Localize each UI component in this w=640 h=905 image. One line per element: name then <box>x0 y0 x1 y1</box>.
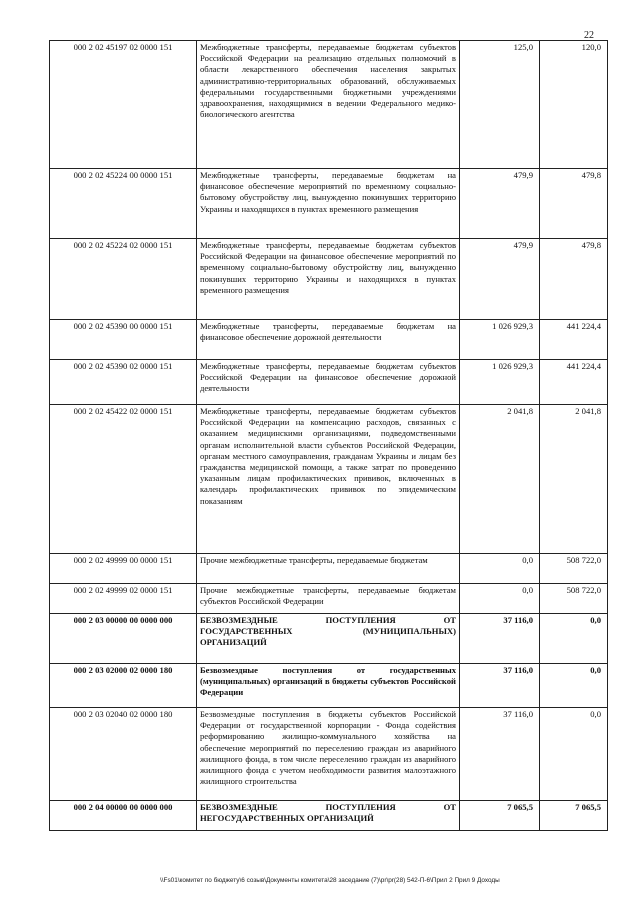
row-name: Прочие межбюджетные трансферты, передаваемые бюджетам <box>197 554 460 584</box>
row-value-1: 7 065,5 <box>460 801 540 831</box>
table-row <box>50 239 608 320</box>
table-row <box>50 405 608 554</box>
row-code: 000 2 02 45390 02 0000 151 <box>50 360 197 405</box>
row-name: Межбюджетные трансферты, передаваемые бюджетам на финансовое обеспечение мероприятий по временному социально-бытовому обустройству лиц, вынужденно покинувших территорию Украины и находящихся в пунктах временного размещения <box>197 169 460 239</box>
row-value-1: 479,9 <box>460 169 540 239</box>
table-row <box>50 360 608 405</box>
file-path-footer: \\Fs01\комитет по бюджету\6 созыв\Документы комитета\28 заседание (7)\pr\pr(28) 542-П-6\Прил 2 Прил 9 Доходы <box>160 877 500 884</box>
row-value-1: 0,0 <box>460 554 540 584</box>
table-row <box>50 320 608 360</box>
row-code: 000 2 02 45422 02 0000 151 <box>50 405 197 554</box>
table-row <box>50 169 608 239</box>
row-name: Межбюджетные трансферты, передаваемые бюджетам субъектов Российской Федерации на компенсацию расходов, связанных с оказанием медицинскими организациями, подведомственными органам исполнительной власти субъектов Российской Федерации, органам местного самоуправления, гражданам Украины и лицам без гражданства медицинской помощи, а также затрат по проведению указанным лицам профилактических прививок, включенных в календарь профилактических прививок по эпидемическим показаниям <box>197 405 460 554</box>
row-value-2: 7 065,5 <box>540 801 608 831</box>
row-name: БЕЗВОЗМЕЗДНЫЕ ПОСТУПЛЕНИЯ ОТ НЕГОСУДАРСТВЕННЫХ ОРГАНИЗАЦИЙ <box>197 801 460 831</box>
row-code: 000 2 02 49999 00 0000 151 <box>50 554 197 584</box>
row-value-2: 479,8 <box>540 169 608 239</box>
row-value-1: 1 026 929,3 <box>460 320 540 360</box>
row-code: 000 2 03 02040 02 0000 180 <box>50 708 197 801</box>
row-code: 000 2 02 45224 00 0000 151 <box>50 169 197 239</box>
row-value-2: 479,8 <box>540 239 608 320</box>
row-value-2: 0,0 <box>540 664 608 708</box>
table-row <box>50 554 608 584</box>
row-code: 000 2 02 45390 00 0000 151 <box>50 320 197 360</box>
row-name: БЕЗВОЗМЕЗДНЫЕ ПОСТУПЛЕНИЯ ОТ ГОСУДАРСТВЕННЫХ (МУНИЦИПАЛЬНЫХ) ОРГАНИЗАЦИЙ <box>197 614 460 664</box>
row-value-1: 1 026 929,3 <box>460 360 540 405</box>
row-value-2: 508 722,0 <box>540 554 608 584</box>
row-value-1: 0,0 <box>460 584 540 614</box>
row-value-2: 441 224,4 <box>540 320 608 360</box>
row-value-2: 508 722,0 <box>540 584 608 614</box>
table-row <box>50 614 608 664</box>
row-name: Межбюджетные трансферты, передаваемые бюджетам субъектов Российской Федерации на реализацию отдельных полномочий в области лекарственного обеспечения населения закрытых административно-территориальных образований, обслуживаемых федеральными государственными бюджетными учреждениями здравоохранения, находящимися в ведении Федерального медико-биологического агентства <box>197 41 460 169</box>
table-row <box>50 708 608 801</box>
table-row <box>50 664 608 708</box>
row-name: Прочие межбюджетные трансферты, передаваемые бюджетам субъектов Российской Федерации <box>197 584 460 614</box>
row-value-1: 125,0 <box>460 41 540 169</box>
table-row <box>50 584 608 614</box>
row-value-2: 441 224,4 <box>540 360 608 405</box>
row-code: 000 2 02 45197 02 0000 151 <box>50 41 197 169</box>
row-value-1: 37 116,0 <box>460 614 540 664</box>
row-code: 000 2 04 00000 00 0000 000 <box>50 801 197 831</box>
row-value-2: 0,0 <box>540 708 608 801</box>
row-code: 000 2 03 00000 00 0000 000 <box>50 614 197 664</box>
revenue-table <box>49 40 608 831</box>
page-number: 22 <box>584 30 594 41</box>
row-value-2: 120,0 <box>540 41 608 169</box>
row-value-1: 37 116,0 <box>460 664 540 708</box>
row-value-1: 37 116,0 <box>460 708 540 801</box>
row-value-1: 2 041,8 <box>460 405 540 554</box>
row-value-2: 2 041,8 <box>540 405 608 554</box>
row-name: Межбюджетные трансферты, передаваемые бюджетам субъектов Российской Федерации на финансовое обеспечение дорожной деятельности <box>197 360 460 405</box>
row-code: 000 2 03 02000 02 0000 180 <box>50 664 197 708</box>
row-value-2: 0,0 <box>540 614 608 664</box>
row-name: Безвозмездные поступления от государственных (муниципальных) организаций в бюджеты субъектов Российской Федерации <box>197 664 460 708</box>
row-code: 000 2 02 45224 02 0000 151 <box>50 239 197 320</box>
row-name: Межбюджетные трансферты, передаваемые бюджетам на финансовое обеспечение дорожной деятельности <box>197 320 460 360</box>
row-value-1: 479,9 <box>460 239 540 320</box>
table-row <box>50 41 608 169</box>
row-name: Межбюджетные трансферты, передаваемые бюджетам субъектов Российской Федерации на финансовое обеспечение мероприятий по временному социально-бытовому обустройству лиц, вынужденно покинувших территорию Украины и находящихся в пунктах временного размещения <box>197 239 460 320</box>
row-code: 000 2 02 49999 02 0000 151 <box>50 584 197 614</box>
table-row <box>50 801 608 831</box>
row-name: Безвозмездные поступления в бюджеты субъектов Российской Федерации от государственной корпорации - Фонда содействия реформированию жилищно-коммунального хозяйства на обеспечение мероприятий по переселению граждан из аварийного жилищного фонда, в том числе переселению граждан из аварийного жилищного фонда с учетом необходимости развития малоэтажного жилищного строительства <box>197 708 460 801</box>
